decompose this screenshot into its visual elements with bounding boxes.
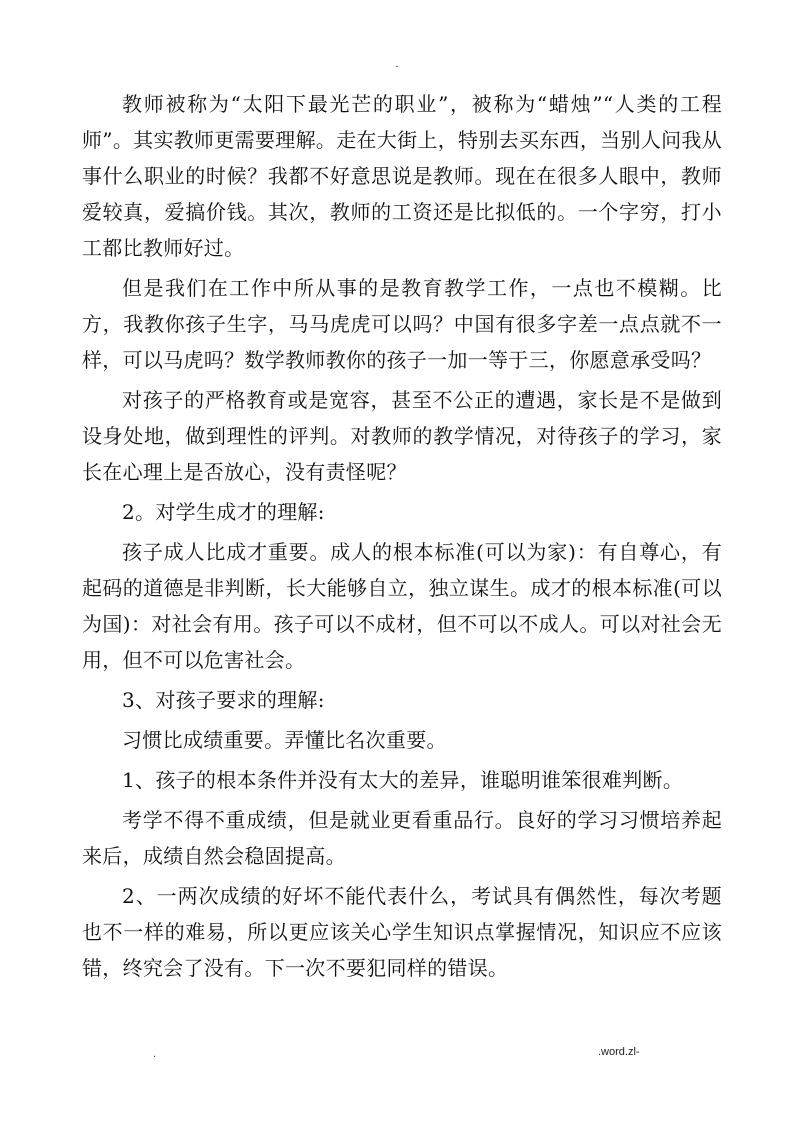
paragraph-teacher-profession: 教师被称为“太阳下最光芒的职业”，被称为“蜡烛”“人类的工程师”。其实教师更需要理解。走在大街上，特别去买东西，当别人问我从事什么职业的时候？我都不好意思说是教师。现在在很多人眼中，教师爱较真，爱搞价钱。其次，教师的工资还是比拟低的。一个字穷，打小工都比教师好过。 <box>82 92 722 260</box>
list-item-1: 1、孩子的根本条件并没有太大的差异，谁聪明谁笨很难判断。 <box>122 768 684 792</box>
paragraph-character-matters: 考学不得不重成绩，但是就业更看重品行。良好的学习习惯培养起来后，成绩自然会稳固提高。 <box>82 808 722 868</box>
paragraph-parent-attitude: 对孩子的严格教育或是宽容，甚至不公正的遭遇，家长是不是做到设身处地，做到理性的评判。对教师的教学情况，对待孩子的学习，家长在心理上是否放心，没有责怪呢？ <box>82 388 722 484</box>
footer-left-mark: . <box>153 1049 157 1060</box>
paragraph-habits-over-grades: 习惯比成绩重要。弄懂比名次重要。 <box>122 728 447 752</box>
paragraph-becoming-person: 孩子成人比成才重要。成人的根本标准(可以为家)：有自尊心，有起码的道德是非判断，长大能够自立，独立谋生。成才的根本标准(可以为国)：对社会有用。孩子可以不成材，但不可以不成人。可以对社会无用，但不可以危害社会。 <box>82 540 722 672</box>
section-heading-student-success: 2。对学生成才的理解: <box>122 500 325 524</box>
list-item-2: 2、一两次成绩的好坏不能代表什么，考试具有偶然性，每次考题也不一样的难易，所以更应该关心学生知识点掌握情况，知识应不应该错，终究会了没有。下一次不要犯同样的错误。 <box>82 884 722 980</box>
page-header-mark: - <box>395 62 399 72</box>
document-body <box>82 86 722 986</box>
section-heading-child-requirements: 3、对孩子要求的理解: <box>122 688 325 712</box>
footer-watermark-text: .word.zl- <box>598 1046 640 1058</box>
paragraph-teaching-work: 但是我们在工作中所从事的是教育教学工作，一点也不模糊。比方，我教你孩子生字，马马虎虎可以吗？中国有很多字差一点点就不一样，可以马虎吗？数学教师教你的孩子一加一等于三，你愿意承受吗？ <box>82 276 722 372</box>
